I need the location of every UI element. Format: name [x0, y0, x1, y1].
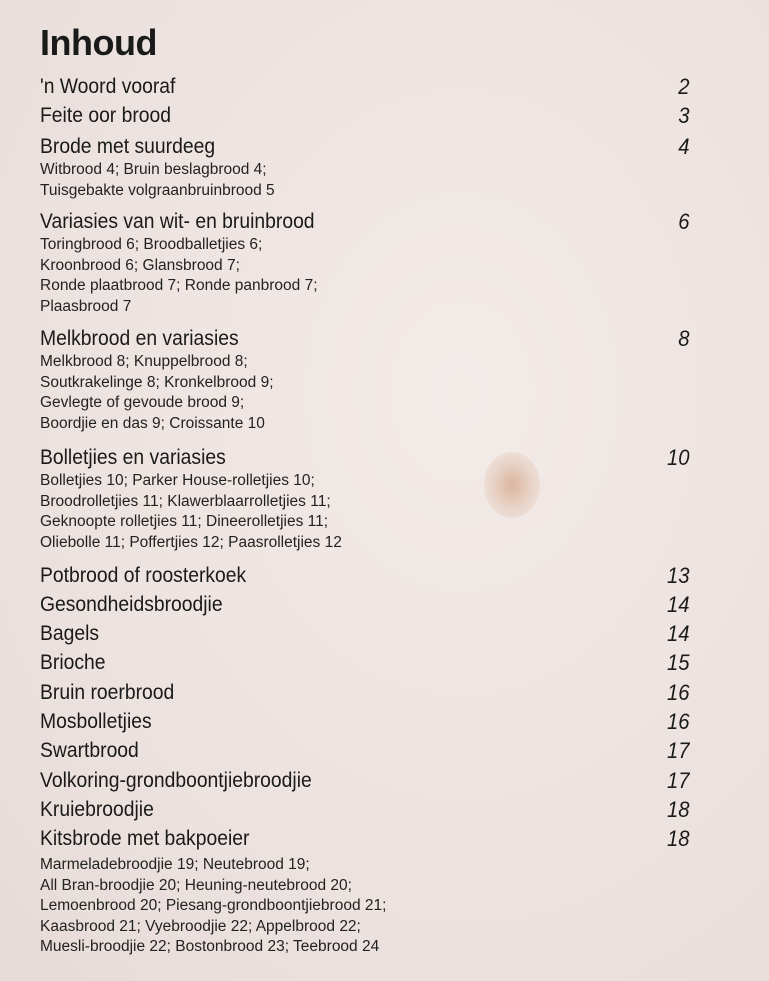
entry-page: 2 [678, 74, 690, 99]
toc-entry [40, 738, 690, 764]
entry-title: Melkbrood en variasies [40, 327, 239, 350]
entry-recipes [40, 352, 690, 434]
toc-entry [40, 445, 690, 553]
recipe-line: Witbrood 4; Bruin beslagbrood 4; [40, 161, 267, 178]
entry-page: 18 [666, 826, 690, 851]
toc-entry [40, 592, 690, 618]
toc-entry [40, 103, 690, 129]
entry-title: Kruiebroodjie [40, 798, 154, 821]
entry-recipes [40, 855, 690, 958]
entry-title: Bolletjies en variasies [40, 446, 226, 469]
recipe-line: Geknoopte rolletjies 11; Dineerolletjies 11; [40, 513, 329, 530]
entry-page: 10 [666, 445, 690, 470]
entry-page: 17 [666, 738, 690, 763]
recipe-line: All Bran-broodjie 20; Heuning-neutebrood 20; [40, 876, 352, 894]
recipe-line: Kroonbrood 6; Glansbrood 7; [40, 256, 240, 274]
page-title: Inhoud [40, 22, 157, 63]
toc-entry [40, 134, 690, 201]
entry-title: Bruin roerbrood [40, 681, 175, 704]
entry-title: Brode met suurdeeg [40, 135, 216, 158]
toc-entry [40, 680, 690, 706]
recipe-line: Broodrolletjies 11; Klawerblaarrolletjies 11; [40, 492, 331, 510]
entry-page: 16 [666, 680, 690, 705]
recipe-line: Muesli-broodjie 22; Bostonbrood 23; Teebrood 24 [40, 938, 380, 955]
recipe-line: Plaasbrood 7 [40, 297, 132, 315]
entry-page: 18 [666, 797, 690, 822]
toc-entry [40, 650, 690, 676]
recipe-line: Lemoenbrood 20; Piesang-grondboontjiebrood 21; [40, 897, 387, 914]
recipe-line: Gevlegte of gevoude brood 9; [40, 394, 245, 411]
entry-page: 14 [666, 592, 690, 617]
entry-title: Variasies van wit- en bruinbrood [40, 210, 315, 233]
entry-title: Potbrood of roosterkoek [40, 564, 247, 587]
entry-page: 15 [666, 650, 690, 675]
recipe-line: Marmeladebroodjie 19; Neutebrood 19; [40, 856, 310, 873]
entry-recipes [40, 471, 690, 553]
entry-page: 6 [678, 209, 690, 234]
entry-page: 17 [666, 768, 690, 793]
entry-title: Brioche [40, 651, 106, 674]
entry-title: 'n Woord vooraf [40, 75, 176, 98]
recipe-line: Melkbrood 8; Knuppelbrood 8; [40, 353, 248, 370]
entry-title: Volkoring-grondboontjiebroodjie [40, 769, 312, 792]
recipe-line: Ronde plaatbrood 7; Ronde panbrood 7; [40, 277, 318, 294]
entry-recipes [40, 235, 690, 317]
toc-entry [40, 621, 690, 647]
entry-page: 16 [666, 709, 690, 734]
recipe-line: Oliebolle 11; Poffertjies 12; Paasrolletjies 12 [40, 533, 342, 551]
entry-title: Bagels [40, 622, 100, 645]
entry-title: Swartbrood [40, 739, 139, 762]
toc-entry [40, 209, 690, 317]
recipe-line: Kaasbrood 21; Vyebroodjie 22; Appelbrood 22; [40, 917, 361, 935]
entry-page: 13 [666, 563, 690, 588]
entry-page: 8 [678, 326, 690, 351]
recipe-line: Tuisgebakte volgraanbruinbrood 5 [40, 181, 275, 199]
toc-entry [40, 709, 690, 735]
toc-entry [40, 797, 690, 823]
entry-page: 14 [666, 621, 690, 646]
recipe-line: Soutkrakelinge 8; Kronkelbrood 9; [40, 373, 274, 391]
entry-title: Kitsbrode met bakpoeier [40, 827, 250, 850]
entry-title: Mosbolletjies [40, 710, 152, 733]
entry-page: 3 [678, 103, 690, 128]
entry-page: 4 [678, 134, 690, 159]
toc-entry [40, 826, 690, 958]
toc-entry [40, 768, 690, 794]
entry-title: Feite oor brood [40, 104, 172, 127]
entry-title: Gesondheidsbroodjie [40, 593, 223, 616]
recipe-line: Bolletjies 10; Parker House-rolletjies 10; [40, 472, 315, 489]
toc-entry [40, 74, 690, 100]
recipe-line: Toringbrood 6; Broodballetjies 6; [40, 236, 263, 253]
toc-entry [40, 326, 690, 434]
entry-recipes [40, 160, 690, 201]
recipe-line: Boordjie en das 9; Croissante 10 [40, 414, 265, 432]
toc-entry [40, 563, 690, 589]
